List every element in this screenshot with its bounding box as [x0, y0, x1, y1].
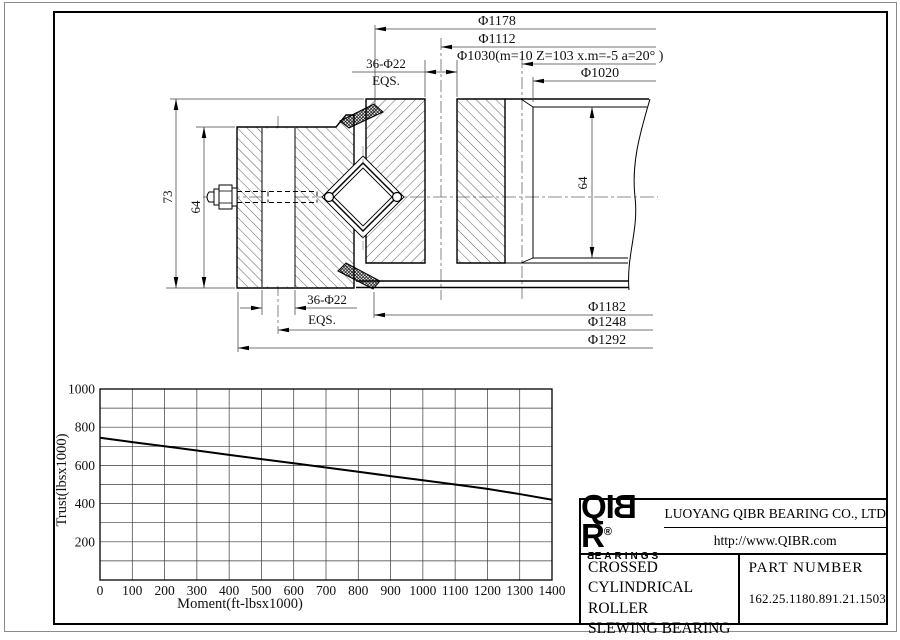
dim-height-left: 64 — [188, 200, 203, 214]
chart-y-axis-label: Trust(lbsx1000) — [54, 433, 70, 527]
logo-wordmark: QIBR® — [581, 488, 637, 554]
break-line — [629, 99, 650, 290]
dim-bolt-circle-top: Φ1112 — [478, 32, 516, 47]
dim-holes-bottom: 36-Φ22 — [307, 292, 347, 307]
chart-x-tick: 500 — [251, 583, 272, 598]
chart-x-tick: 1300 — [506, 583, 534, 598]
dim-gear-spec: Φ1030(m=10 Z=103 x.m=-5 a=20° ) — [457, 49, 664, 64]
chart-x-tick: 800 — [348, 583, 369, 598]
chart-y-tick: 200 — [74, 534, 95, 550]
grease-fitting — [207, 185, 237, 209]
chart-x-tick: 0 — [96, 583, 104, 598]
chart-x-tick: 100 — [122, 583, 143, 598]
load-capacity-chart — [68, 382, 566, 599]
chart-x-tick: 1100 — [441, 583, 469, 598]
roller-pin-left — [325, 193, 334, 202]
outer-ring-bolt-hole — [262, 129, 295, 287]
registered-trademark-icon: ® — [603, 525, 612, 538]
roller-pin-right — [393, 193, 402, 202]
logo-subtext: BEARINGS — [584, 550, 662, 562]
chart-x-tick: 200 — [154, 583, 175, 598]
dim-bore: Φ1020 — [580, 66, 620, 81]
chart-x-tick: 1200 — [473, 583, 501, 598]
company-name: LUOYANG QIBR BEARING CO., LTD — [664, 500, 886, 528]
chart-y-tick: 1000 — [68, 381, 95, 397]
product-title — [581, 555, 740, 638]
part-number-value: 162.25.1180.891.21.1503 — [748, 591, 886, 606]
dim-d1248: Φ1248 — [587, 315, 627, 330]
dim-holes-bottom-eqs: EQS. — [308, 312, 336, 327]
chart-x-tick: 1400 — [538, 583, 566, 598]
inner-ring-rear-section — [457, 99, 505, 263]
title-block — [579, 488, 888, 638]
chart-y-tick: 800 — [74, 419, 95, 435]
part-number-label: PART NUMBER — [748, 560, 864, 576]
chart-x-tick: 600 — [283, 583, 304, 598]
product-title-line3: SLEWING BEARING — [588, 620, 731, 638]
chart-y-tick: 400 — [74, 496, 95, 512]
product-title-line1: CROSSED CYLINDRICAL — [588, 559, 694, 597]
dim-height-right: 64 — [575, 176, 590, 190]
chart-x-tick: 1000 — [409, 583, 437, 598]
dim-d1292: Φ1292 — [587, 333, 627, 348]
dim-d1182: Φ1182 — [588, 300, 626, 315]
company-website[interactable]: http://www.QIBR.com — [713, 532, 837, 548]
chart-x-tick: 300 — [186, 583, 207, 598]
qibr-logo — [581, 488, 664, 562]
dim-holes-top-eqs: EQS. — [372, 73, 400, 88]
chart-x-axis-label: Moment(ft-lbsx1000) — [177, 596, 303, 612]
product-title-line2: ROLLER — [588, 599, 649, 617]
dim-height-total: 73 — [160, 190, 175, 204]
title-block-detail-row — [581, 555, 886, 638]
dim-holes-top: 36-Φ22 — [366, 56, 406, 71]
title-block-header-row — [581, 488, 886, 562]
chart-y-tick: 600 — [74, 457, 95, 473]
dim-od-top: Φ1178 — [478, 14, 516, 29]
chart-x-tick: 700 — [315, 583, 337, 598]
company-info — [664, 500, 886, 553]
part-number-cell — [740, 555, 886, 625]
chart-x-tick: 900 — [380, 583, 401, 598]
chart-x-tick: 400 — [219, 583, 240, 598]
